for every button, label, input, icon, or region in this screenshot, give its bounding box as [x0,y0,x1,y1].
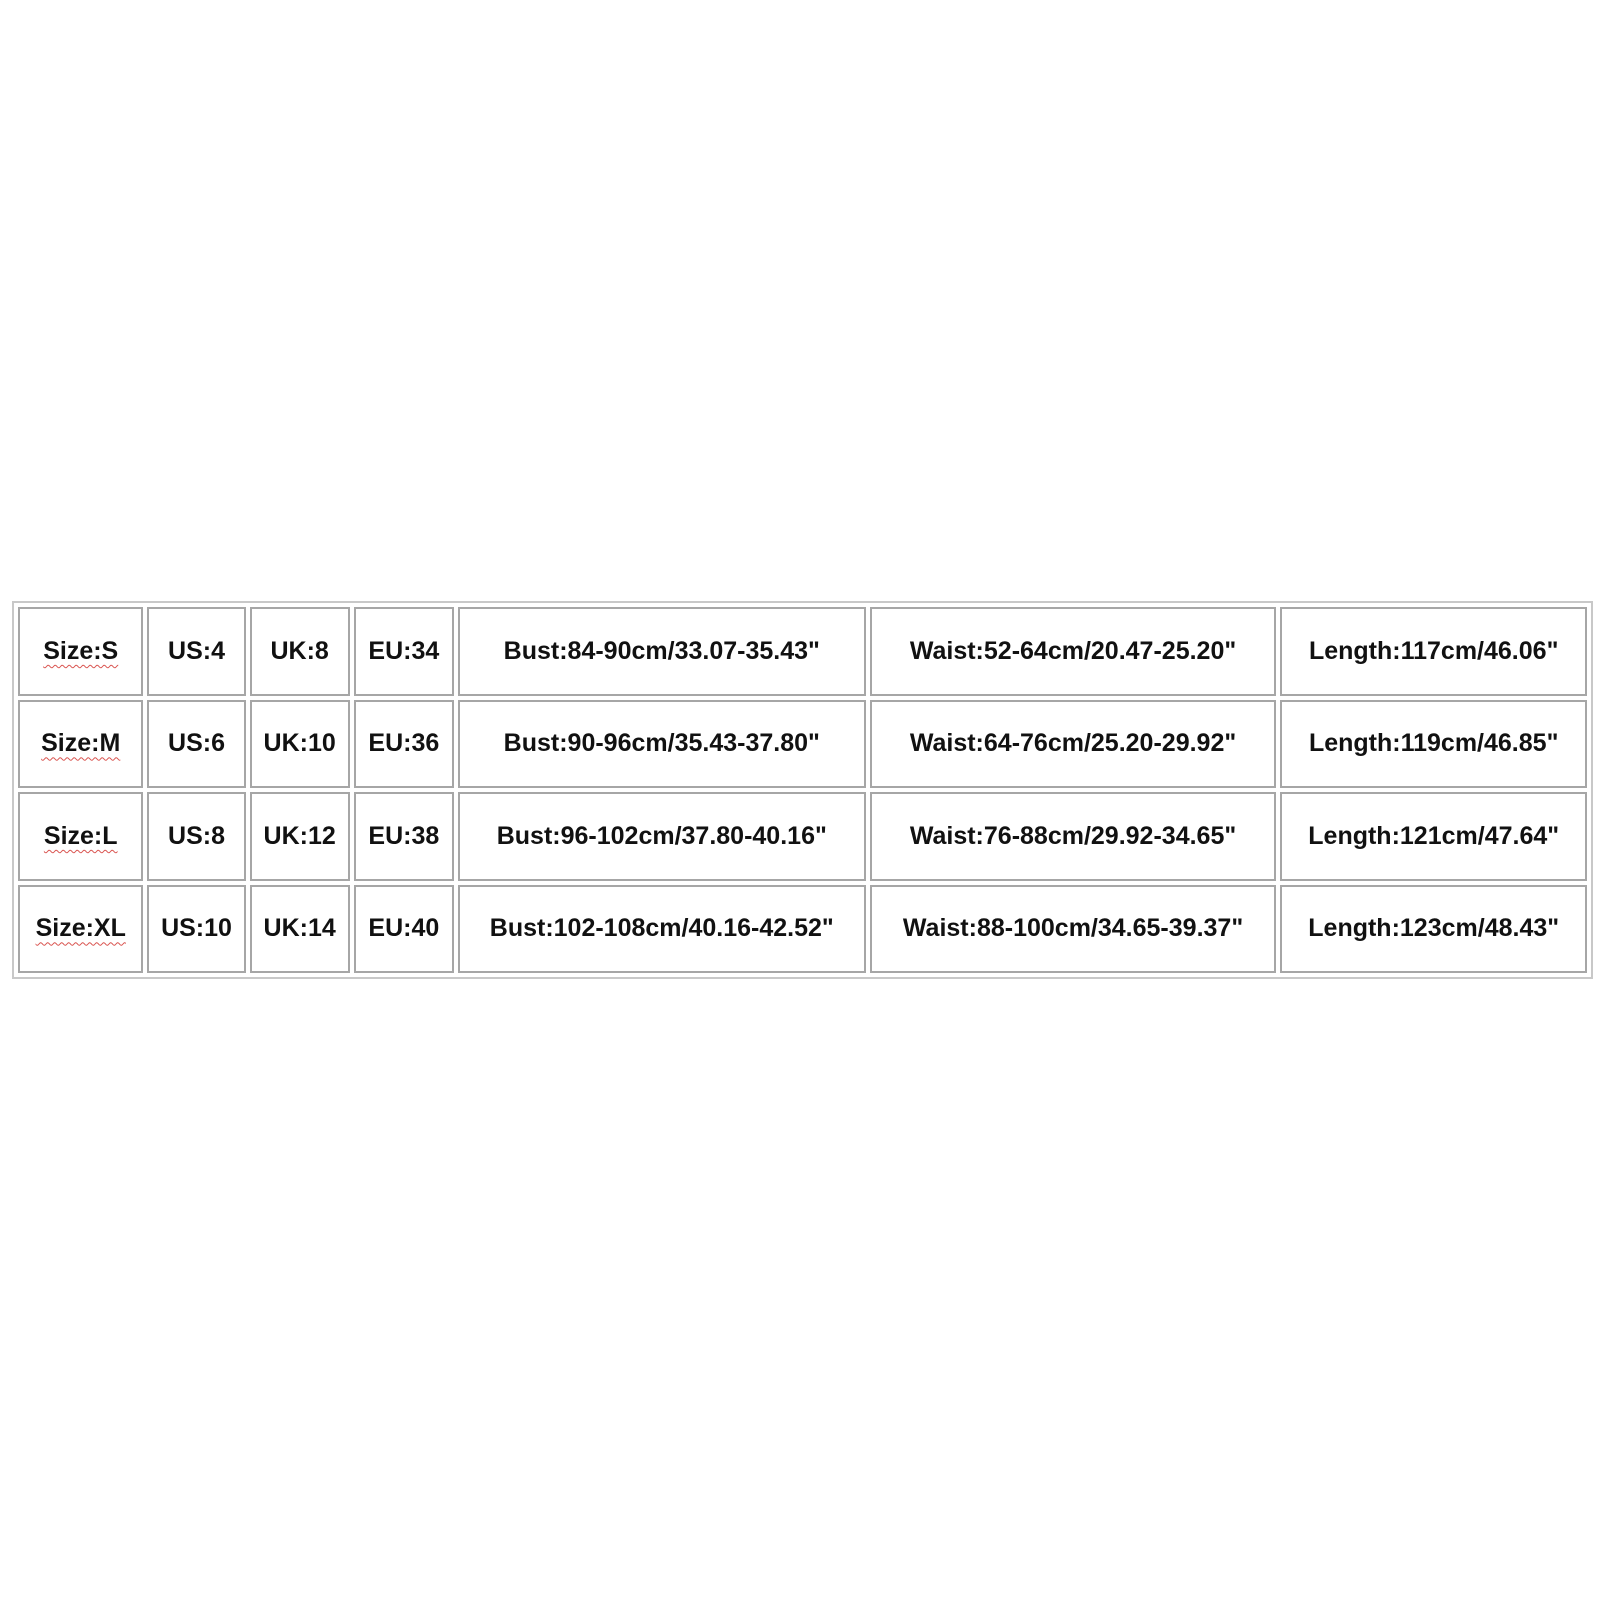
size-label-cell [18,885,143,974]
waist-cell: Waist:88-100cm/34.65-39.37" [870,885,1277,974]
eu-size-cell: EU:36 [354,700,454,789]
eu-size-cell: EU:38 [354,792,454,881]
uk-size-cell: UK:14 [250,885,350,974]
size-chart-grid [14,603,1591,977]
bust-cell: Bust:96-102cm/37.80-40.16" [458,792,866,881]
size-label: Size:M [41,729,121,758]
waist-cell: Waist:76-88cm/29.92-34.65" [870,792,1277,881]
size-row-m [18,700,1587,789]
length-cell: Length:123cm/48.43" [1280,885,1587,974]
bust-cell: Bust:102-108cm/40.16-42.52" [458,885,866,974]
eu-size-cell: EU:34 [354,607,454,696]
size-chart-table [12,601,1593,979]
size-row-s [18,607,1587,696]
size-label-cell [18,792,143,881]
uk-size-cell: UK:8 [250,607,350,696]
bust-cell: Bust:84-90cm/33.07-35.43" [458,607,866,696]
us-size-cell: US:6 [147,700,245,789]
size-row-xl [18,885,1587,974]
us-size-cell: US:8 [147,792,245,881]
waist-cell: Waist:64-76cm/25.20-29.92" [870,700,1277,789]
size-label: Size:XL [35,914,126,943]
us-size-cell: US:10 [147,885,245,974]
bust-cell: Bust:90-96cm/35.43-37.80" [458,700,866,789]
size-label: Size:S [43,636,119,665]
length-cell: Length:117cm/46.06" [1280,607,1587,696]
uk-size-cell: UK:12 [250,792,350,881]
size-label-cell [18,607,143,696]
eu-size-cell: EU:40 [354,885,454,974]
uk-size-cell: UK:10 [250,700,350,789]
size-label: Size:L [43,821,118,850]
length-cell: Length:119cm/46.85" [1280,700,1587,789]
length-cell: Length:121cm/47.64" [1280,792,1587,881]
waist-cell: Waist:52-64cm/20.47-25.20" [870,607,1277,696]
size-row-l [18,792,1587,881]
size-label-cell [18,700,143,789]
us-size-cell: US:4 [147,607,245,696]
